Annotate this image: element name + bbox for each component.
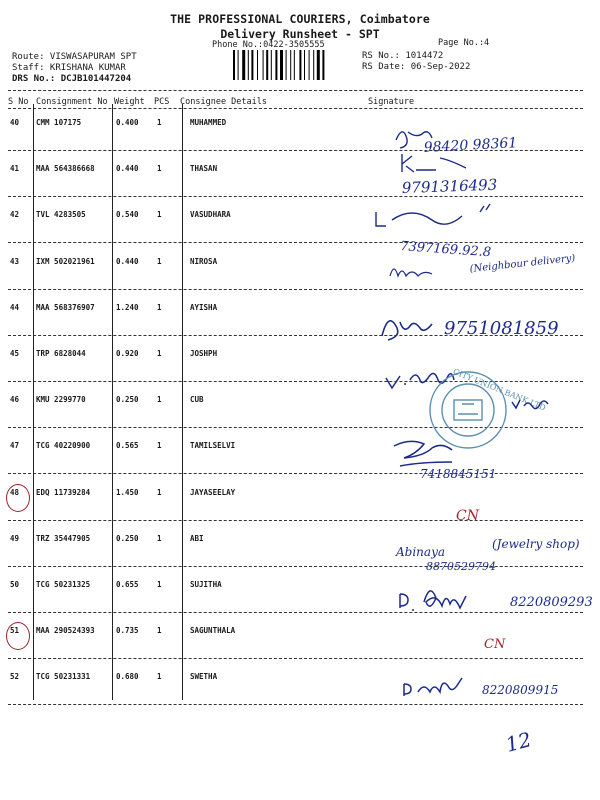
- row-43-note: (Neighbour delivery): [469, 252, 576, 275]
- row-consignee: CUB: [190, 395, 204, 405]
- row-divider: [8, 658, 583, 659]
- row-weight: 0.680: [116, 672, 139, 682]
- row-divider: [8, 289, 583, 290]
- row-pcs: 1: [157, 349, 162, 358]
- svg-text:CN: CN: [456, 508, 479, 524]
- bank-stamp: [430, 367, 547, 448]
- row-pcs: 1: [157, 580, 162, 589]
- row-weight: 1.450: [116, 487, 139, 497]
- col-consignee: Consignee Details: [180, 97, 267, 107]
- drs-number: DRS No.: DCJB101447204: [12, 74, 132, 84]
- row-sno: 44: [10, 302, 20, 312]
- footer-mark: [503, 727, 534, 757]
- row-pcs: 1: [157, 533, 162, 543]
- row-consignment-no: MAA 290524393: [36, 626, 95, 636]
- row-sno: 46: [10, 395, 20, 405]
- col-divider: [112, 104, 113, 700]
- row-pcs: 1: [157, 164, 162, 174]
- row-pcs: 1: [157, 487, 162, 497]
- row-consignment-no: TCG 50231325: [36, 580, 91, 589]
- col-signature: Signature: [368, 97, 415, 107]
- row-consignment-no: TRP 6828044: [36, 349, 86, 358]
- row-48-circle-mark: [6, 484, 30, 512]
- row-49-name: Abinaya: [396, 545, 446, 559]
- signature-row-46: [512, 400, 548, 409]
- row-pcs: 1: [157, 118, 162, 127]
- row-pcs: 1: [157, 626, 162, 636]
- col-weight: Weight: [114, 97, 145, 107]
- row-weight: 0.565: [116, 441, 139, 451]
- signature-row-47: [394, 441, 496, 481]
- row-consignment-no: MAA 564386668: [36, 164, 95, 174]
- row-divider: [8, 520, 583, 521]
- row-consignee: AYISHA: [190, 302, 218, 312]
- col-divider: [182, 104, 183, 700]
- row-divider: [8, 473, 583, 474]
- row-sno: 43: [10, 256, 20, 266]
- signature-row-41: [402, 154, 498, 197]
- row-consignment-no: KMU 2299770: [36, 395, 86, 405]
- row-consignee: MUHAMMED: [190, 118, 227, 127]
- row-divider: [8, 427, 583, 428]
- row-51-mark: [484, 637, 506, 652]
- row-divider: [8, 566, 583, 567]
- row-52-phone: 8220809915: [482, 683, 559, 697]
- row-48-mark: [456, 508, 480, 524]
- row-50-phone: 8220809293: [510, 595, 593, 610]
- row-divider: [8, 335, 583, 336]
- row-consignment-no: TRZ 35447905: [36, 533, 91, 543]
- row-pcs: 1: [157, 395, 162, 405]
- row-sno: 47: [10, 441, 20, 451]
- row-consignee: SWETHA: [190, 672, 218, 682]
- row-weight: 0.250: [116, 533, 139, 543]
- barcode-image: [232, 50, 350, 80]
- row-weight: 0.440: [116, 164, 139, 174]
- row-weight: 0.735: [116, 626, 139, 636]
- row-divider: [8, 242, 583, 243]
- row-pcs: 1: [157, 210, 162, 220]
- row-consignment-no: TVL 4283505: [36, 210, 86, 220]
- row-pcs: 1: [157, 302, 162, 312]
- runsheet-subtitle: Delivery Runsheet - SPT: [220, 27, 380, 41]
- row-consignee: JOSHPH: [190, 349, 218, 358]
- svg-text:CN: CN: [484, 637, 506, 652]
- row-consignee: ABI: [190, 533, 204, 543]
- row-consignee: THASAN: [190, 164, 218, 174]
- svg-text:12: 12: [503, 727, 534, 757]
- row-40-phone: 98420 98361: [423, 135, 518, 156]
- header-rule-bottom: [8, 108, 583, 109]
- row-weight: 0.540: [116, 210, 139, 220]
- row-weight: 0.400: [116, 118, 139, 127]
- row-consignee: SUJITHA: [190, 580, 222, 589]
- row-consignee: TAMILSELVI: [190, 441, 236, 451]
- row-consignment-no: TCG 50231331: [36, 672, 91, 682]
- row-sno: 45: [10, 349, 20, 358]
- row-consignment-no: MAA 568376907: [36, 302, 95, 312]
- signature-row-44: [382, 318, 559, 340]
- row-divider: [8, 612, 583, 613]
- row-consignee: SAGUNTHALA: [190, 626, 236, 636]
- row-sno: 41: [10, 164, 20, 174]
- signature-row-50: [400, 591, 593, 610]
- col-divider: [33, 104, 34, 700]
- row-weight: 0.440: [116, 256, 139, 266]
- row-consignee: NIROSA: [190, 256, 218, 266]
- company-title: THE PROFESSIONAL COURIERS, Coimbatore: [170, 12, 430, 26]
- signature-row-52: [404, 678, 558, 697]
- row-sno: 52: [10, 672, 20, 682]
- row-pcs: 1: [157, 256, 162, 266]
- col-consignment: Consignment No: [36, 97, 108, 107]
- row-49-phone: 8870529794: [426, 560, 496, 573]
- row-divider: [8, 381, 583, 382]
- row-pcs: 1: [157, 441, 162, 451]
- row-sno: 49: [10, 533, 20, 543]
- signature-row-42: [376, 204, 492, 260]
- col-pcs: PCS: [154, 97, 170, 107]
- row-divider: [8, 196, 583, 197]
- row-consignment-no: TCG 40220900: [36, 441, 91, 451]
- row-sno: 50: [10, 580, 20, 589]
- row-41-phone: 9791316493: [401, 175, 498, 197]
- row-consignee: VASUDHARA: [190, 210, 231, 220]
- row-divider: [8, 150, 583, 151]
- row-pcs: 1: [157, 672, 162, 682]
- row-sno: 40: [10, 118, 20, 127]
- row-consignment-no: EDQ 11739284: [36, 487, 91, 497]
- row-44-phone: 9751081859: [444, 318, 559, 339]
- row-weight: 0.655: [116, 580, 139, 589]
- rs-number: RS No.: 1014472: [362, 51, 444, 61]
- row-sno: 51: [10, 626, 20, 636]
- row-weight: 0.920: [116, 349, 139, 358]
- row-consignment-no: CMM 107175: [36, 118, 82, 127]
- row-weight: 0.250: [116, 395, 139, 405]
- row-47-phone: 7418845151: [420, 467, 497, 481]
- rs-date: RS Date: 06-Sep-2022: [362, 62, 471, 72]
- route-label: Route: VISWASAPURAM SPT: [12, 52, 137, 62]
- stamp-text: CITY UNION BANK LTD: [451, 367, 547, 413]
- header-rule-top: [8, 90, 583, 91]
- signature-row-40: [396, 132, 518, 156]
- row-consignment-no: IXM 502021961: [36, 256, 95, 266]
- row-sno: 48: [10, 487, 20, 497]
- row-divider: [8, 704, 583, 705]
- phone-number: Phone No.:0422-3505555: [212, 40, 325, 50]
- row-consignee: JAYASEELAY: [190, 487, 236, 497]
- col-sno: S No: [8, 97, 29, 107]
- page-number: Page No.:4: [438, 38, 490, 48]
- row-49-note: (Jewelry shop): [492, 537, 580, 551]
- signature-row-49: [395, 537, 580, 573]
- row-sno: 42: [10, 210, 20, 220]
- row-51-circle-mark: [6, 622, 30, 650]
- staff-label: Staff: KRISHANA KUMAR: [12, 63, 126, 73]
- row-42-phone: 7397169.92.8: [399, 239, 492, 261]
- row-weight: 1.240: [116, 302, 139, 312]
- signature-row-43: [390, 253, 576, 276]
